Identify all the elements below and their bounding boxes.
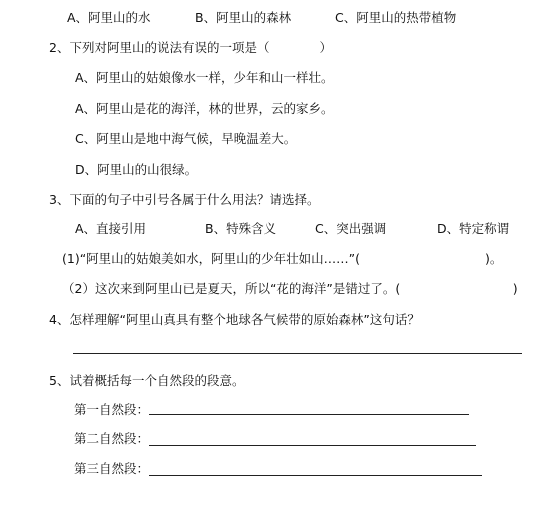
q3-item-1: (1)“阿里山的姑娘美如水，阿里山的少年壮如山……”( )。 (62, 251, 503, 266)
q1-option-b: B、阿里山的森林 (195, 10, 292, 25)
q1-option-a: A、阿里山的水 (67, 10, 151, 25)
q5-stem: 5、试着概括每一个自然段的段意。 (49, 373, 245, 388)
q5-paragraph-3-label: 第三自然段： (74, 461, 150, 476)
q3-option-d: D、特定称谓 (437, 221, 510, 236)
q2-option-d: D、阿里山的山很绿。 (75, 162, 198, 177)
q5-paragraph-1-line[interactable] (149, 414, 469, 415)
q2-option-a: A、阿里山的姑娘像水一样，少年和山一样壮。 (75, 70, 334, 85)
q3-item-2: （2）这次来到阿里山已是夏天，所以“花的海洋”是错过了。( ) (62, 281, 518, 296)
q5-paragraph-2-label: 第二自然段： (74, 431, 150, 446)
q3-option-a: A、直接引用 (75, 221, 147, 236)
q4-stem: 4、怎样理解“阿里山真具有整个地球各气候带的原始森林”这句话？ (49, 312, 420, 327)
q3-option-c: C、突出强调 (315, 221, 387, 236)
q3-stem: 3、下面的句子中引号各属于什么用法？请选择。 (49, 192, 320, 207)
q5-paragraph-3-line[interactable] (149, 475, 482, 476)
q2-option-a2: A、阿里山是花的海洋，林的世界，云的家乡。 (75, 101, 334, 116)
q2-option-c: C、阿里山是地中海气候，早晚温差大。 (75, 131, 297, 146)
q3-option-b: B、特殊含义 (205, 221, 277, 236)
q1-option-c: C、阿里山的热带植物 (335, 10, 457, 25)
q4-answer-line[interactable] (73, 353, 522, 354)
q5-paragraph-2-line[interactable] (149, 445, 476, 446)
q2-stem: 2、下列对阿里山的说法有误的一项是（ ） (49, 40, 332, 55)
q5-paragraph-1-label: 第一自然段： (74, 402, 150, 417)
